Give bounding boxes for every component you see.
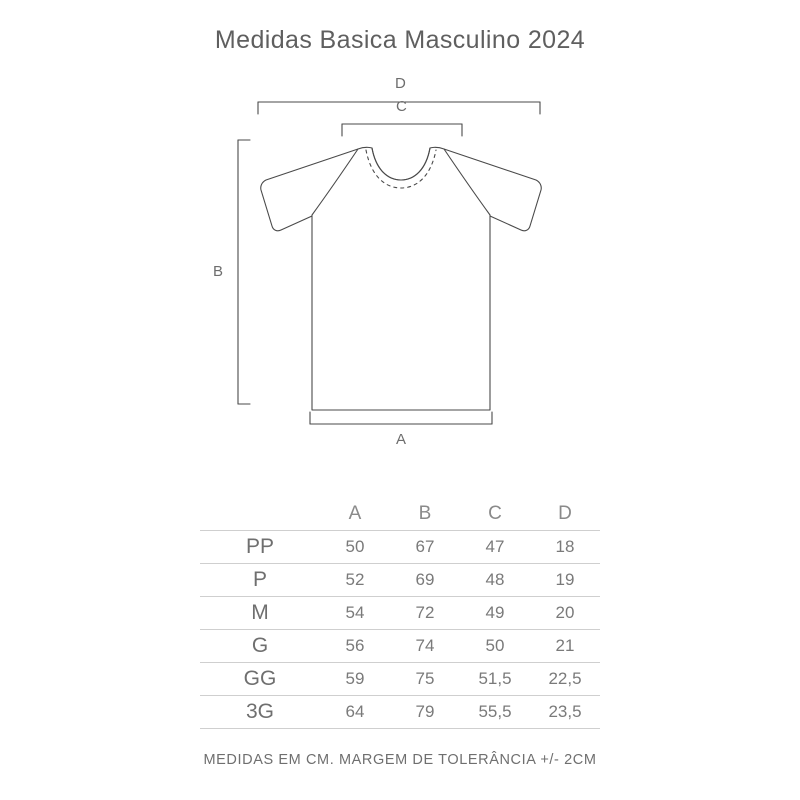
size-chart-table bbox=[200, 498, 600, 729]
cell-d: 18 bbox=[530, 531, 600, 564]
cell-d: 23,5 bbox=[530, 696, 600, 729]
column-header-b: B bbox=[390, 498, 460, 531]
cell-a: 50 bbox=[320, 531, 390, 564]
cell-d: 22,5 bbox=[530, 663, 600, 696]
collar-stitch-dashed bbox=[366, 150, 436, 188]
cell-c: 55,5 bbox=[460, 696, 530, 729]
cell-d: 19 bbox=[530, 564, 600, 597]
dimension-label-d: D bbox=[395, 75, 407, 92]
neckline-inner bbox=[372, 148, 430, 180]
cell-size: P bbox=[200, 564, 320, 597]
table-row bbox=[200, 531, 600, 564]
table-row bbox=[200, 696, 600, 729]
dimension-b-bracket bbox=[238, 140, 250, 404]
dimension-label-a: A bbox=[396, 431, 407, 448]
table-row bbox=[200, 630, 600, 663]
cell-d: 21 bbox=[530, 630, 600, 663]
dimension-c-bracket bbox=[342, 124, 462, 136]
cell-b: 72 bbox=[390, 597, 460, 630]
cell-b: 75 bbox=[390, 663, 460, 696]
table-row bbox=[200, 597, 600, 630]
cell-b: 67 bbox=[390, 531, 460, 564]
table-header bbox=[200, 498, 600, 531]
cell-size: 3G bbox=[200, 696, 320, 729]
table-header-row bbox=[200, 498, 600, 531]
cell-c: 47 bbox=[460, 531, 530, 564]
cell-c: 50 bbox=[460, 630, 530, 663]
cell-b: 74 bbox=[390, 630, 460, 663]
dimension-label-b: B bbox=[213, 263, 224, 280]
cell-size: G bbox=[200, 630, 320, 663]
sleeve-seam-right bbox=[444, 149, 490, 216]
sleeve-seam-left bbox=[312, 149, 358, 216]
cell-size: M bbox=[200, 597, 320, 630]
tolerance-note: MEDIDAS EM CM. MARGEM DE TOLERÂNCIA +/- 2CM bbox=[203, 752, 597, 768]
cell-a: 52 bbox=[320, 564, 390, 597]
table-row bbox=[200, 663, 600, 696]
cell-size: GG bbox=[200, 663, 320, 696]
tshirt-body-outline bbox=[261, 147, 542, 410]
cell-a: 64 bbox=[320, 696, 390, 729]
column-header-a: A bbox=[320, 498, 390, 531]
cell-c: 49 bbox=[460, 597, 530, 630]
cell-c: 48 bbox=[460, 564, 530, 597]
cell-b: 79 bbox=[390, 696, 460, 729]
cell-a: 54 bbox=[320, 597, 390, 630]
tshirt-diagram-svg bbox=[200, 66, 600, 466]
dimension-a-bracket bbox=[310, 412, 492, 424]
column-header-size bbox=[200, 498, 320, 531]
column-header-c: C bbox=[460, 498, 530, 531]
column-header-d: D bbox=[530, 498, 600, 531]
cell-b: 69 bbox=[390, 564, 460, 597]
page-title: Medidas Basica Masculino 2024 bbox=[214, 26, 586, 54]
tshirt-diagram bbox=[200, 66, 600, 466]
dimension-label-c: C bbox=[396, 98, 408, 115]
cell-size: PP bbox=[200, 531, 320, 564]
cell-a: 59 bbox=[320, 663, 390, 696]
table-body bbox=[200, 531, 600, 729]
table-row bbox=[200, 564, 600, 597]
cell-d: 20 bbox=[530, 597, 600, 630]
cell-c: 51,5 bbox=[460, 663, 530, 696]
cell-a: 56 bbox=[320, 630, 390, 663]
